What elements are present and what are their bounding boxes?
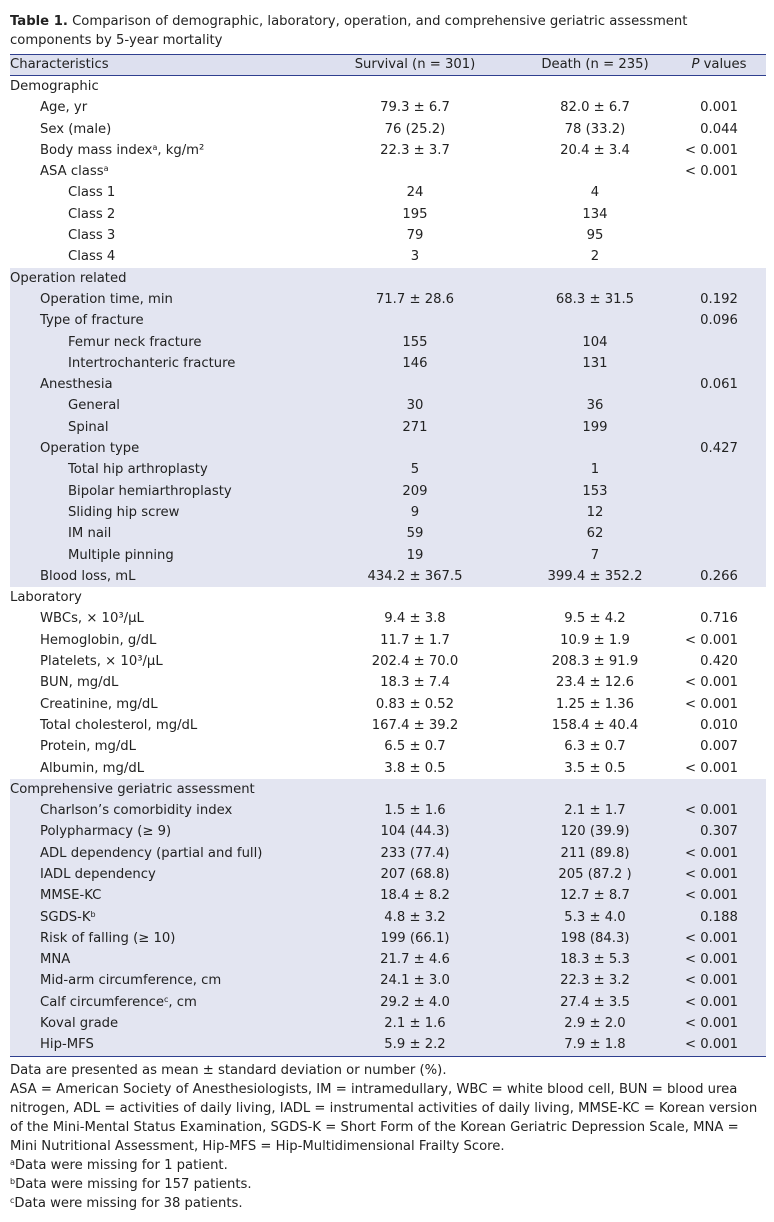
row-label-text: IM nail <box>68 526 112 542</box>
row-label-text: Platelets, × 10³/μL <box>40 654 163 670</box>
row-label <box>68 481 232 502</box>
row-label <box>68 417 109 438</box>
row-label <box>68 459 208 480</box>
p-value-cell: < 0.001 <box>685 1037 738 1053</box>
table-row <box>10 119 766 140</box>
survival-cell: 4.8 ± 3.2 <box>384 909 446 925</box>
row-label <box>40 715 197 736</box>
table-row <box>10 204 766 225</box>
caption-text: Comparison of demographic, laboratory, operation, and comprehensive geriatric assessment components by 5-year mortality <box>10 14 688 48</box>
row-label-text: Demographic <box>10 79 99 94</box>
row-label-text: Operation related <box>10 270 127 286</box>
p-value-cell: < 0.001 <box>685 632 738 648</box>
table-row <box>10 907 766 928</box>
survival-cell: 5.9 ± 2.2 <box>384 1037 446 1053</box>
row-label <box>40 928 175 949</box>
p-value-cell: < 0.001 <box>685 888 738 904</box>
header-p-letter: P <box>691 57 700 72</box>
footnote-marker: b <box>10 1177 16 1186</box>
survival-cell: 22.3 ± 3.7 <box>380 142 450 158</box>
row-label <box>68 523 111 544</box>
survival-cell: 209 <box>402 483 428 499</box>
row-label <box>40 289 173 310</box>
footnotes <box>10 1156 766 1213</box>
p-value-cell: 0.307 <box>700 824 738 840</box>
p-value-cell: < 0.001 <box>685 142 738 158</box>
p-value-cell: < 0.001 <box>685 930 738 946</box>
survival-cell: 9.4 ± 3.8 <box>384 611 446 627</box>
table-row <box>10 310 766 331</box>
row-label-text: General <box>68 398 120 414</box>
row-label-text: Class 2 <box>68 206 116 222</box>
survival-cell: 29.2 ± 4.0 <box>380 994 450 1010</box>
section-heading <box>10 587 82 608</box>
table-row <box>10 395 766 416</box>
survival-cell: 3.8 ± 0.5 <box>384 760 446 776</box>
footnote-text: Data were missing for 38 patients. <box>14 1196 243 1211</box>
row-label-text: Operation time, min <box>40 291 173 307</box>
death-cell: 198 (84.3) <box>560 930 630 946</box>
row-label <box>40 161 109 182</box>
survival-cell: 5 <box>410 462 420 478</box>
survival-cell: 167.4 ± 39.2 <box>371 717 459 733</box>
p-value-cell: < 0.001 <box>685 952 738 968</box>
table-row <box>10 630 766 651</box>
death-cell: 205 (87.2 ) <box>558 866 632 882</box>
death-cell: 20.4 ± 3.4 <box>560 142 630 158</box>
table-row <box>10 140 766 161</box>
death-cell: 27.4 ± 3.5 <box>560 994 630 1010</box>
row-label <box>40 864 156 885</box>
row-label <box>68 395 120 416</box>
table-header-row <box>10 55 766 76</box>
survival-cell: 1.5 ± 1.6 <box>384 803 446 819</box>
death-cell: 1 <box>590 462 600 478</box>
p-value-cell: 0.716 <box>700 611 738 627</box>
survival-cell: 195 <box>402 206 428 222</box>
p-value-cell: < 0.001 <box>685 760 738 776</box>
table-row <box>10 736 766 757</box>
footnote-text: Data were missing for 157 patients. <box>15 1177 252 1192</box>
death-cell: 23.4 ± 12.6 <box>555 675 635 691</box>
p-value-cell: < 0.001 <box>685 994 738 1010</box>
table-row <box>10 715 766 736</box>
row-label <box>68 502 179 523</box>
table-row <box>10 1013 766 1034</box>
p-value-cell: < 0.001 <box>685 675 738 691</box>
row-label <box>40 310 144 331</box>
header-p-values <box>676 55 762 75</box>
death-cell: 9.5 ± 4.2 <box>564 611 626 627</box>
table-row <box>10 651 766 672</box>
row-label-text: Intertrochanteric fracture <box>68 355 236 371</box>
row-label <box>40 970 221 991</box>
death-cell: 134 <box>582 206 608 222</box>
row-label-text: Laboratory <box>10 590 82 606</box>
section-heading <box>10 268 126 289</box>
row-label-text: IADL dependency <box>40 866 156 882</box>
header-death: Death (n = 235) <box>541 57 649 72</box>
row-label <box>40 608 144 629</box>
table-body <box>10 76 766 1056</box>
death-cell: 158.4 ± 40.4 <box>551 717 639 733</box>
death-cell: 62 <box>586 526 604 542</box>
p-value-cell: 0.007 <box>700 739 738 755</box>
death-cell: 10.9 ± 1.9 <box>560 632 630 648</box>
table-row <box>10 76 766 97</box>
p-value-cell: < 0.001 <box>685 1016 738 1032</box>
p-value-cell: 0.192 <box>700 291 738 307</box>
footnote-text: Data were missing for 1 patient. <box>14 1158 228 1173</box>
row-label-text: Calf circumference <box>40 994 165 1010</box>
row-label-text: Sliding hip screw <box>68 504 180 520</box>
table-row <box>10 885 766 906</box>
row-label-text: ADL dependency (partial and full) <box>40 845 263 861</box>
row-label <box>68 246 115 267</box>
row-label <box>40 736 136 757</box>
survival-cell: 59 <box>406 526 424 542</box>
survival-cell: 79 <box>406 228 424 244</box>
row-label <box>40 1013 118 1034</box>
row-label-text: Class 3 <box>68 228 116 244</box>
table-row <box>10 332 766 353</box>
caption-label: Table 1. <box>10 14 68 29</box>
row-label <box>68 182 115 203</box>
row-label-text: Hip-MFS <box>40 1037 94 1053</box>
p-value-cell: 0.044 <box>700 121 738 137</box>
table-row <box>10 779 766 800</box>
death-cell: 36 <box>586 398 604 414</box>
table-row <box>10 694 766 715</box>
p-value-cell: < 0.001 <box>685 845 738 861</box>
survival-cell: 24.1 ± 3.0 <box>380 973 450 989</box>
death-cell: 7 <box>590 547 600 563</box>
survival-cell: 271 <box>402 419 428 435</box>
row-label <box>40 907 96 928</box>
table-row <box>10 608 766 629</box>
table-row <box>10 949 766 970</box>
row-label-suffix: , cm <box>168 994 197 1010</box>
death-cell: 68.3 ± 31.5 <box>555 291 635 307</box>
survival-cell: 19 <box>406 547 424 563</box>
row-label-text: Protein, mg/dL <box>40 739 136 755</box>
survival-cell: 6.5 ± 0.7 <box>384 739 446 755</box>
section-heading <box>10 779 255 800</box>
p-value-cell: < 0.001 <box>685 164 738 180</box>
death-cell: 399.4 ± 352.2 <box>547 568 643 584</box>
table-row <box>10 523 766 544</box>
p-value-cell: 0.010 <box>700 717 738 733</box>
table-row <box>10 672 766 693</box>
row-label-text: Class 1 <box>68 185 116 201</box>
table-row <box>10 758 766 779</box>
death-cell: 131 <box>582 355 608 371</box>
death-cell: 7.9 ± 1.8 <box>564 1037 626 1053</box>
row-label <box>68 204 115 225</box>
row-label <box>40 843 262 864</box>
death-cell: 78 (33.2) <box>564 121 626 137</box>
death-cell: 12.7 ± 8.7 <box>560 888 630 904</box>
row-label-text: Sex (male) <box>40 121 112 137</box>
table-row <box>10 459 766 480</box>
footnote-marker: a <box>152 142 158 152</box>
row-label-text: Spinal <box>68 419 109 435</box>
mortality-table <box>10 54 766 1057</box>
row-label-text: Risk of falling (≥ 10) <box>40 930 176 946</box>
p-value-cell: 0.188 <box>700 909 738 925</box>
row-label <box>40 885 101 906</box>
death-cell: 5.3 ± 4.0 <box>564 909 626 925</box>
survival-cell: 199 (66.1) <box>380 930 450 946</box>
row-label-text: Blood loss, mL <box>40 568 136 584</box>
survival-cell: 146 <box>402 355 428 371</box>
row-label-text: Operation type <box>40 441 140 457</box>
death-cell: 1.25 ± 1.36 <box>555 696 635 712</box>
death-cell: 4 <box>590 185 600 201</box>
survival-cell: 76 (25.2) <box>384 121 446 137</box>
row-label-text: Albumin, mg/dL <box>40 760 145 776</box>
row-label-text: Class 4 <box>68 249 116 265</box>
footnote <box>10 1175 766 1194</box>
row-label <box>40 821 171 842</box>
survival-cell: 434.2 ± 367.5 <box>367 568 463 584</box>
table-row <box>10 821 766 842</box>
p-value-cell: 0.061 <box>700 377 738 393</box>
survival-cell: 71.7 ± 28.6 <box>375 291 455 307</box>
section-heading <box>10 76 99 97</box>
table-row <box>10 566 766 587</box>
survival-cell: 155 <box>402 334 428 350</box>
row-label-text: SGDS-K <box>40 909 91 925</box>
row-label <box>68 545 174 566</box>
table-row <box>10 800 766 821</box>
row-label <box>40 140 204 161</box>
death-cell: 208.3 ± 91.9 <box>551 654 639 670</box>
header-p-rest: values <box>699 57 747 72</box>
row-label-text: Charlson’s comorbidity index <box>40 803 233 819</box>
row-label-text: Bipolar hemiarthroplasty <box>68 483 232 499</box>
table-row <box>10 970 766 991</box>
death-cell: 18.3 ± 5.3 <box>560 952 630 968</box>
p-value-cell: < 0.001 <box>685 803 738 819</box>
row-label <box>40 1034 94 1055</box>
table-row <box>10 161 766 182</box>
footnote-marker: a <box>103 164 109 174</box>
table-row <box>10 843 766 864</box>
death-cell: 211 (89.8) <box>560 845 630 861</box>
survival-cell: 18.3 ± 7.4 <box>380 675 450 691</box>
row-label <box>40 651 163 672</box>
p-value-cell: < 0.001 <box>685 866 738 882</box>
table-row <box>10 992 766 1013</box>
table-notes <box>10 1061 766 1213</box>
row-label-text: Hemoglobin, g/dL <box>40 632 157 648</box>
survival-cell: 18.4 ± 8.2 <box>380 888 450 904</box>
death-cell: 153 <box>582 483 608 499</box>
table-row <box>10 1034 766 1055</box>
table-row <box>10 587 766 608</box>
row-label <box>40 694 158 715</box>
row-label <box>40 374 113 395</box>
footnote <box>10 1194 766 1213</box>
p-value-cell: 0.096 <box>700 313 738 329</box>
row-label-text: Creatinine, mg/dL <box>40 696 158 712</box>
death-cell: 2.1 ± 1.7 <box>564 803 626 819</box>
death-cell: 2 <box>590 249 600 265</box>
row-label-text: Anesthesia <box>40 377 113 393</box>
row-label <box>40 566 135 587</box>
row-label-text: Body mass index <box>40 142 153 158</box>
survival-cell: 21.7 ± 4.6 <box>380 952 450 968</box>
header-characteristics: Characteristics <box>10 57 109 72</box>
death-cell: 6.3 ± 0.7 <box>564 739 626 755</box>
survival-cell: 202.4 ± 70.0 <box>371 654 459 670</box>
table-row <box>10 502 766 523</box>
p-value-cell: 0.427 <box>700 441 738 457</box>
row-label-text: WBCs, × 10³/μL <box>40 611 144 627</box>
row-label-text: Total cholesterol, mg/dL <box>40 717 198 733</box>
survival-cell: 207 (68.8) <box>380 866 450 882</box>
row-label <box>40 758 144 779</box>
table-row <box>10 928 766 949</box>
table-row <box>10 545 766 566</box>
row-label <box>40 119 111 140</box>
survival-cell: 104 (44.3) <box>380 824 450 840</box>
death-cell: 95 <box>586 228 604 244</box>
row-label-text: Age, yr <box>40 100 88 116</box>
row-label-text: MMSE-KC <box>40 888 102 904</box>
death-cell: 2.9 ± 2.0 <box>564 1016 626 1032</box>
death-cell: 12 <box>586 504 604 520</box>
survival-cell: 2.1 ± 1.6 <box>384 1016 446 1032</box>
p-value-cell: 0.420 <box>700 654 738 670</box>
death-cell: 104 <box>582 334 608 350</box>
death-cell: 199 <box>582 419 608 435</box>
row-label-text: Mid-arm circumference, cm <box>40 973 222 989</box>
row-label <box>40 992 197 1013</box>
note-data-presentation: Data are presented as mean ± standard deviation or number (%). <box>10 1063 447 1078</box>
table-row <box>10 374 766 395</box>
row-label <box>68 332 202 353</box>
p-value-cell: < 0.001 <box>685 696 738 712</box>
p-value-cell: 0.001 <box>700 100 738 116</box>
death-cell: 22.3 ± 3.2 <box>560 973 630 989</box>
survival-cell: 9 <box>410 504 420 520</box>
row-label-text: Type of fracture <box>40 313 144 329</box>
death-cell: 3.5 ± 0.5 <box>564 760 626 776</box>
row-label <box>40 97 87 118</box>
footnote-marker: c <box>164 994 169 1004</box>
row-label-text: ASA class <box>40 164 104 180</box>
survival-cell: 11.7 ± 1.7 <box>380 632 450 648</box>
footnote-marker: a <box>10 1158 15 1167</box>
row-label <box>40 438 139 459</box>
table-row <box>10 246 766 267</box>
row-label-text: Polypharmacy (≥ 9) <box>40 824 172 840</box>
table-row <box>10 268 766 289</box>
table-row <box>10 289 766 310</box>
row-label-text: Koval grade <box>40 1016 119 1032</box>
table-row <box>10 353 766 374</box>
table-row <box>10 417 766 438</box>
row-label-text: Femur neck fracture <box>68 334 202 350</box>
row-label <box>40 949 70 970</box>
row-label-text: Multiple pinning <box>68 547 174 563</box>
header-survival: Survival (n = 301) <box>354 57 476 72</box>
table-row <box>10 225 766 246</box>
table-row <box>10 182 766 203</box>
table-row <box>10 97 766 118</box>
table-caption <box>10 12 766 50</box>
footnote <box>10 1156 766 1175</box>
table-row <box>10 481 766 502</box>
row-label-text: BUN, mg/dL <box>40 675 119 691</box>
row-label <box>40 800 232 821</box>
row-label-text: MNA <box>40 952 71 968</box>
row-label-text: Total hip arthroplasty <box>68 462 208 478</box>
table-row <box>10 864 766 885</box>
row-label <box>40 672 118 693</box>
footnote-marker: c <box>10 1196 15 1205</box>
survival-cell: 30 <box>406 398 424 414</box>
death-cell: 120 (39.9) <box>560 824 630 840</box>
row-label-suffix: , kg/m² <box>157 142 205 158</box>
survival-cell: 3 <box>410 249 420 265</box>
death-cell: 82.0 ± 6.7 <box>560 100 630 116</box>
survival-cell: 24 <box>406 185 424 201</box>
table-row <box>10 438 766 459</box>
survival-cell: 233 (77.4) <box>380 845 450 861</box>
survival-cell: 79.3 ± 6.7 <box>380 100 450 116</box>
survival-cell: 0.83 ± 0.52 <box>375 696 455 712</box>
row-label <box>68 353 235 374</box>
row-label <box>68 225 115 246</box>
row-label <box>40 630 156 651</box>
footnote-marker: b <box>90 909 96 919</box>
p-value-cell: < 0.001 <box>685 973 738 989</box>
p-value-cell: 0.266 <box>700 568 738 584</box>
row-label-text: Comprehensive geriatric assessment <box>10 781 255 797</box>
note-abbreviations: ASA = American Society of Anesthesiologists, IM = intramedullary, WBC = white blood cell, BUN = blood urea nitrogen, ADL = activities of daily living, IADL = instrumental activities of daily living, MMSE-KC = Korean version of the Mini-Mental Status Examination, SGDS-K = Short Form of the Korean Geriatric Depression Scale, MNA = Mini Nutritional Assessment, Hip-MFS = Hip-Multidimensional Frailty Score. <box>10 1082 758 1154</box>
